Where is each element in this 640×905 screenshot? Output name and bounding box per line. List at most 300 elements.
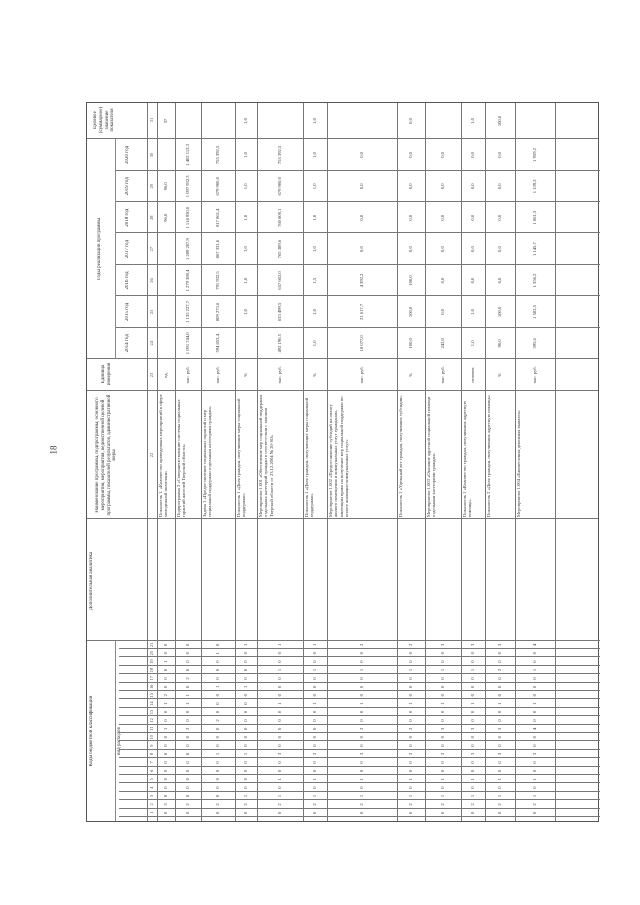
code-digit: 1 — [532, 702, 537, 705]
row-value-y2017: 0,0 — [497, 246, 502, 252]
code-digit: 2 — [185, 803, 190, 806]
code-digit: 0 — [359, 744, 364, 747]
row-value-y2016: 791 932,5 — [215, 271, 220, 290]
code-digit: 1 — [243, 794, 248, 798]
code-digit: 0 — [215, 702, 220, 705]
year-header-6: 2019 год — [125, 177, 130, 196]
row-value-y2018: 0,0 — [497, 214, 502, 221]
code-digit: 3 — [359, 752, 364, 756]
code-digit: 0 — [497, 685, 502, 688]
row-value-y2015: 1,0 — [312, 309, 317, 315]
code-digit: 0 — [312, 677, 317, 680]
code-digit: 0 — [243, 727, 248, 730]
code-digit: 0 — [440, 685, 445, 688]
code-digit: 0 — [497, 811, 502, 814]
row-value-y2020: 755 392,5 — [277, 145, 282, 165]
code-digit: 0 — [440, 660, 445, 663]
code-digit: 0 — [312, 761, 317, 764]
code-digit: 0 — [163, 761, 168, 764]
column-number: 31 — [149, 117, 154, 123]
code-digit: 3 — [497, 727, 502, 730]
code-digit: 1 — [312, 778, 317, 781]
code-digit: 0 — [408, 744, 413, 747]
row-unit: тыс. руб. — [440, 366, 445, 384]
code-digit: 0 — [163, 752, 168, 756]
row-value-y2016: 0,0 — [440, 277, 445, 284]
column-number: 4 — [149, 786, 154, 789]
code-digit: 0 — [408, 685, 413, 688]
code-digit: 0 — [243, 660, 248, 663]
column-number: 26 — [149, 278, 154, 283]
row-value-y2019: 1 139,2 — [532, 179, 537, 194]
code-digit: 1 — [440, 668, 445, 672]
row-value-y2014: 90,0 — [497, 339, 502, 348]
code-digit: 0 — [312, 727, 317, 730]
row-value-y2015: 21 617,7 — [359, 303, 364, 320]
code-digit: 3 — [532, 752, 537, 756]
row-value-y2019: 0,0 — [497, 183, 502, 190]
row-value-y2014: 492 190,5 — [277, 334, 282, 353]
code-digit: 0 — [185, 786, 190, 789]
code-digit: 0 — [532, 811, 537, 814]
code-digit: 0 — [497, 677, 502, 680]
code-digit: 0 — [408, 786, 413, 789]
code-digit: 1 — [185, 702, 190, 705]
code-digit: 1 — [163, 702, 168, 705]
code-digit: 0 — [470, 744, 475, 747]
code-digit: 1 — [215, 685, 220, 688]
code-digit: 1 — [497, 794, 502, 798]
code-digit: 0 — [243, 694, 248, 697]
code-digit: 0 — [408, 694, 413, 697]
code-digit: 0 — [163, 794, 168, 798]
code-digit: 0 — [532, 685, 537, 688]
code-digit: 0 — [243, 677, 248, 680]
code-digit: 0 — [440, 677, 445, 680]
code-digit: 0 — [408, 710, 413, 714]
row-value-y2018: 1,0 — [243, 214, 248, 221]
code-digit: 1 — [497, 702, 502, 705]
code-digit: 0 — [215, 736, 220, 739]
code-digit: 2 — [408, 643, 413, 646]
code-digit: 0 — [497, 744, 502, 747]
row-value-y2015: 809 273,6 — [215, 302, 220, 322]
code-digit: 0 — [243, 652, 248, 655]
code-digit: 0 — [215, 769, 220, 772]
row-value-y2020: 1 402 113,3 — [185, 144, 190, 166]
code-digit: 0 — [185, 769, 190, 772]
code-digit: 1 — [408, 794, 413, 798]
year-header-2: 2015 год — [125, 302, 130, 321]
code-digit: 0 — [277, 710, 282, 714]
column-number: 20 — [149, 651, 154, 656]
code-digit: 0 — [215, 811, 220, 814]
code-digit: 0 — [185, 685, 190, 688]
column-number: 29 — [149, 184, 154, 189]
column-number: 19 — [149, 659, 154, 664]
row-value-y2015: 100,0 — [497, 306, 502, 318]
column-number: 1 — [149, 811, 154, 814]
row-value-y2018: 1,0 — [312, 214, 317, 221]
header-unit-column: Единица измерения — [101, 362, 112, 386]
code-digit: 0 — [359, 736, 364, 739]
code-digit: 0 — [497, 694, 502, 697]
code-digit: 1 — [359, 794, 364, 798]
code-digit: 2 — [359, 727, 364, 730]
code-digit: 0 — [243, 736, 248, 739]
row-value-y2016: 100,0 — [408, 275, 413, 286]
code-digit: 0 — [312, 652, 317, 655]
row-value-y2018: 1 061,3 — [532, 210, 537, 225]
row-value-y2016: 4 392,2 — [359, 273, 364, 288]
row-value-y2017: 1 145,7 — [532, 242, 537, 257]
column-number: 21 — [149, 642, 154, 648]
row-name: Показатель 1 «Доля граждан, получающих меры социальной поддержки» — [304, 397, 315, 517]
code-digit: 0 — [312, 719, 317, 722]
code-digit: 0 — [277, 677, 282, 680]
code-digit: 1 — [440, 702, 445, 705]
row-name: Показатель 1. «Количество проведенных мероприятий в сфере молодежной политики» — [158, 394, 169, 517]
row-unit: тыс. руб. — [532, 366, 537, 384]
row-unit: % — [497, 373, 502, 377]
year-header-4: 2017 год — [125, 240, 130, 259]
row-value-y2017: 765 389,6 — [277, 239, 282, 259]
column-number: 22 — [149, 452, 154, 458]
code-digit: 0 — [215, 727, 220, 730]
row-value-y2020: 1,0 — [312, 152, 317, 158]
code-digit: 1 — [243, 752, 248, 756]
code-digit: 0 — [497, 719, 502, 722]
code-digit: 2 — [163, 694, 168, 697]
code-digit: 2 — [497, 803, 502, 806]
header-name-column: Наименование программы, подпрограммы, основного мероприятия, мероприятия, ведомственной целевой программы, показателей результатов, административной меры — [95, 394, 118, 516]
code-digit: 3 — [277, 752, 282, 756]
code-digit: 1 — [277, 778, 282, 781]
row-name: Подпрограмма 2 «Совершенствование системы социальных гарантий жителей Тверской области» — [176, 399, 187, 517]
code-digit: 2 — [440, 803, 445, 806]
row-final-value: 37 — [163, 118, 168, 124]
code-digit: 0 — [277, 719, 282, 722]
row-value-y2015: 1 135 227,7 — [185, 301, 190, 323]
column-number: 10 — [149, 735, 154, 740]
code-digit: 0 — [497, 736, 502, 739]
code-digit: 2 — [408, 727, 413, 730]
row-value-y2014: 1 091 744,0 — [185, 332, 190, 355]
code-digit: 0 — [215, 794, 220, 798]
code-digit: 2 — [532, 803, 537, 806]
code-digit: 0 — [163, 736, 168, 739]
column-number: 13 — [149, 709, 154, 715]
code-digit: 0 — [185, 744, 190, 747]
code-digit: 2 — [497, 668, 502, 672]
code-digit: 0 — [532, 694, 537, 697]
row-value-y2019: 1,0 — [312, 183, 317, 190]
code-digit: 0 — [440, 786, 445, 789]
row-value-y2018: 0,0 — [470, 214, 475, 221]
code-digit: 1 — [215, 652, 220, 655]
row-value-y2017: 867 331,6 — [215, 239, 220, 259]
code-digit: 0 — [408, 761, 413, 764]
code-digit: 0 — [440, 694, 445, 697]
code-digit: 1 — [532, 794, 537, 798]
code-digit: 1 — [470, 794, 475, 798]
year-header-3: 2016 год — [125, 271, 130, 290]
row-value-y2018: 0,0 — [359, 214, 364, 221]
row-unit: % — [243, 373, 248, 377]
code-digit: 0 — [470, 736, 475, 739]
code-digit: 0 — [497, 769, 502, 772]
code-digit: 0 — [277, 786, 282, 789]
code-digit: 0 — [215, 744, 220, 747]
code-digit: 0 — [277, 694, 282, 697]
header-kind-of-expenses: вид расходов — [117, 727, 122, 755]
code-digit: 0 — [243, 702, 248, 705]
code-digit: 3 — [440, 727, 445, 730]
code-digit: 3 — [470, 752, 475, 756]
code-digit: 0 — [532, 710, 537, 714]
code-digit: 0 — [470, 660, 475, 663]
row-unit: человек — [470, 367, 475, 383]
code-digit: 0 — [215, 694, 220, 697]
code-digit: 2 — [243, 803, 248, 806]
row-name: Задача 1 «Предоставление социальных гарантий и мер социальной поддержки отдельным категориям граждан» — [202, 406, 213, 517]
row-value-y2014: 18 077,0 — [359, 335, 364, 352]
code-digit: 2 — [359, 643, 364, 646]
row-value-y2015: 1,0 — [243, 309, 248, 315]
code-digit: 0 — [497, 660, 502, 663]
code-digit: 0 — [532, 786, 537, 789]
row-value-y2019: 96,0 — [163, 182, 168, 191]
code-digit: 0 — [243, 786, 248, 789]
row-name: Показатель 1 «Количество граждан, получивших адресную помощь» — [462, 400, 473, 517]
code-digit: 0 — [185, 761, 190, 764]
row-name: Показатель 2 «Доля граждан, получивших адресную помощь» — [486, 395, 491, 517]
row-value-y2016: 1,5 — [312, 277, 317, 284]
code-digit: 0 — [277, 727, 282, 730]
row-unit: % — [408, 373, 413, 377]
code-digit: 0 — [185, 668, 190, 672]
code-digit: 1 — [163, 727, 168, 730]
code-digit: 0 — [243, 811, 248, 814]
code-digit: 0 — [312, 660, 317, 663]
code-digit: 0 — [163, 719, 168, 722]
column-number: 27 — [149, 246, 154, 252]
code-digit: 0 — [163, 778, 168, 781]
code-digit: 0 — [277, 744, 282, 747]
code-digit: 0 — [277, 685, 282, 688]
code-digit: 1 — [532, 778, 537, 781]
code-digit: 1 — [408, 778, 413, 781]
code-digit: 0 — [440, 769, 445, 772]
row-value-y2020: 0,0 — [497, 152, 502, 158]
code-digit: 1 — [408, 668, 413, 672]
code-digit: 0 — [312, 694, 317, 697]
code-digit: 0 — [359, 652, 364, 655]
header-codes-group: Коды бюджетной классификации — [89, 695, 94, 767]
code-digit: 0 — [497, 652, 502, 655]
code-digit: 2 — [359, 803, 364, 806]
code-digit: 0 — [470, 710, 475, 714]
code-digit: 1 — [312, 794, 317, 798]
code-digit: 0 — [440, 761, 445, 764]
code-digit: 0 — [215, 668, 220, 672]
code-digit: 0 — [497, 710, 502, 714]
code-digit: 0 — [497, 761, 502, 764]
code-digit: 0 — [470, 761, 475, 764]
column-number: 11 — [149, 726, 154, 731]
column-number: 23 — [149, 372, 154, 378]
column-number: 24 — [149, 341, 154, 346]
code-digit: 0 — [532, 736, 537, 739]
code-digit: 0 — [440, 710, 445, 714]
code-digit: 0 — [312, 710, 317, 714]
program-table-sheet — [86, 102, 599, 822]
code-digit: 1 — [497, 778, 502, 781]
code-digit: 0 — [408, 677, 413, 680]
row-unit: тыс. руб. — [277, 366, 282, 384]
code-digit: 0 — [359, 710, 364, 714]
code-digit: 0 — [163, 786, 168, 789]
code-digit: 0 — [532, 744, 537, 747]
row-value-y2019: 679 900,0 — [277, 177, 282, 196]
code-digit: 0 — [185, 719, 190, 722]
row-final-value: 100,0 — [497, 115, 502, 127]
code-digit: 0 — [163, 668, 168, 672]
row-value-y2019: 1,0 — [243, 183, 248, 190]
row-unit: ед. — [163, 372, 168, 378]
row-value-y2020: 0,0 — [359, 152, 364, 158]
row-value-y2014: 594 853,4 — [215, 334, 220, 353]
row-unit: тыс. руб. — [359, 366, 364, 384]
code-digit: 0 — [185, 710, 190, 714]
code-digit: 0 — [497, 786, 502, 789]
row-unit: % — [312, 373, 317, 377]
row-value-y2019: 679 900,0 — [215, 177, 220, 196]
code-digit: 0 — [440, 652, 445, 655]
code-digit: 0 — [312, 769, 317, 772]
code-digit: 0 — [440, 736, 445, 739]
code-digit: 1 — [440, 794, 445, 798]
column-number: 18 — [149, 667, 154, 673]
code-digit: 0 — [243, 778, 248, 781]
code-digit: 0 — [163, 685, 168, 688]
year-header-5: 2018 год — [125, 208, 130, 227]
code-digit: 0 — [185, 794, 190, 798]
code-digit: 3 — [408, 752, 413, 756]
row-value-y2020: 1 959,2 — [532, 148, 537, 162]
code-digit: 0 — [359, 811, 364, 814]
row-value-y2017: 0,0 — [359, 246, 364, 252]
code-digit: 0 — [532, 652, 537, 655]
code-digit: 0 — [532, 677, 537, 680]
code-digit: 0 — [359, 719, 364, 722]
code-digit: 3 — [470, 727, 475, 730]
column-number: 7 — [149, 761, 154, 764]
code-digit: 0 — [359, 685, 364, 688]
row-value-y2018: 0,0 — [408, 214, 413, 221]
code-digit: 3 — [440, 643, 445, 646]
code-digit: 0 — [532, 761, 537, 764]
code-digit: 2 — [185, 677, 190, 680]
code-digit: 2 — [312, 803, 317, 806]
row-value-y2020: 0,0 — [470, 152, 475, 158]
code-digit: 0 — [163, 677, 168, 680]
row-name: Показатель 1 «Доля граждан, получивших меры социальной поддержки» — [236, 398, 247, 517]
row-final-value: 1,0 — [312, 118, 317, 124]
code-digit: 1 — [359, 778, 364, 781]
code-digit: 0 — [277, 736, 282, 739]
row-value-y2016: 1 356,2 — [532, 273, 537, 288]
column-number: 3 — [149, 794, 154, 798]
code-digit: 0 — [163, 769, 168, 772]
rotated-table-container — [86, 102, 599, 822]
code-digit: 0 — [243, 744, 248, 747]
row-value-y2019: 0,0 — [408, 183, 413, 190]
row-value-y2020: 0,0 — [440, 152, 445, 158]
row-value-y2014: 1,0 — [312, 340, 317, 347]
code-digit: 3 — [497, 752, 502, 756]
column-number: 2 — [149, 803, 154, 806]
row-unit: тыс. руб. — [185, 366, 190, 384]
code-digit: 0 — [163, 811, 168, 814]
row-value-y2014: 242,0 — [440, 338, 445, 349]
code-digit: 0 — [470, 652, 475, 655]
row-final-value: 1,0 — [243, 118, 248, 124]
code-digit: 0 — [215, 677, 220, 680]
row-value-y2016: 1,0 — [243, 277, 248, 284]
row-value-y2017: 1 289 207,9 — [185, 238, 190, 261]
code-digit: 1 — [470, 702, 475, 705]
column-number: 5 — [149, 778, 154, 781]
code-digit: 1 — [277, 668, 282, 672]
column-number: 25 — [149, 309, 154, 315]
program-table — [86, 102, 599, 822]
row-value-y2015: 100,0 — [408, 306, 413, 318]
code-digit: 1 — [185, 694, 190, 697]
code-digit: 0 — [408, 719, 413, 722]
code-digit: 1 — [312, 668, 317, 672]
row-value-y2017: 0,0 — [408, 246, 413, 252]
year-header-1: 2014 год — [125, 334, 130, 353]
row-value-y2014: 100,0 — [408, 338, 413, 349]
code-digit: 0 — [215, 761, 220, 764]
row-unit: тыс. руб. — [215, 366, 220, 384]
code-digit: 3 — [312, 752, 317, 756]
code-digit: 0 — [185, 736, 190, 739]
column-number: 8 — [149, 752, 154, 756]
code-digit: 0 — [163, 744, 168, 747]
code-digit: 1 — [408, 702, 413, 705]
code-digit: 0 — [359, 786, 364, 789]
code-digit: 1 — [532, 668, 537, 672]
row-value-y2020: 755 392,5 — [215, 145, 220, 165]
row-value-y2019: 0,0 — [440, 183, 445, 190]
code-digit: 3 — [163, 803, 168, 806]
row-value-y2017: 1,0 — [312, 246, 317, 252]
code-digit: 0 — [243, 710, 248, 714]
code-digit: 1 — [359, 668, 364, 672]
row-value-y2020: 1,0 — [243, 152, 248, 158]
code-digit: 4 — [532, 727, 537, 730]
code-digit: 0 — [532, 719, 537, 722]
code-digit: 0 — [312, 811, 317, 814]
code-digit: 1 — [470, 778, 475, 781]
row-value-y2019: 0,0 — [359, 183, 364, 190]
page-number: 18 — [48, 445, 59, 455]
column-number: 15 — [149, 693, 154, 698]
row-value-y2017: 0,0 — [440, 246, 445, 252]
row-value-y2019: 0,0 — [470, 183, 475, 190]
